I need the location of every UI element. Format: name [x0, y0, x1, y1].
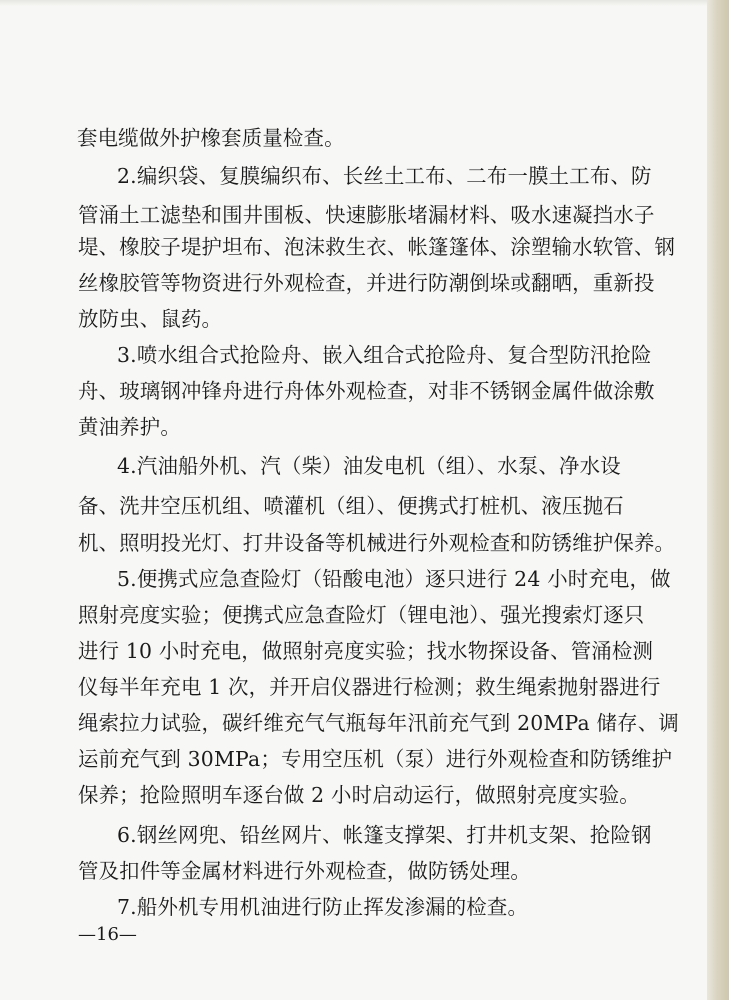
text-line: 放防虫、鼠药。: [78, 307, 223, 331]
text-line: 绳索拉力试验，碳纤维充气气瓶每年汛前充气到 20MPa 储存、调: [78, 711, 679, 735]
text-line: 管及扣件等金属材料进行外观检查，做防锈处理。: [78, 859, 531, 883]
text-line: 丝橡胶管等物资进行外观检查，并进行防潮倒垛或翻晒，重新投: [78, 271, 655, 295]
text-line: 照射亮度实验；便携式应急查险灯（锂电池）、强光搜索灯逐只: [78, 603, 645, 627]
text-line: 舟、玻璃钢冲锋舟进行舟体外观检查，对非不锈钢金属件做涂敷: [78, 379, 655, 403]
text-line: 备、洗井空压机组、喷灌机（组）、便携式打桩机、液压抛石: [78, 494, 624, 518]
text-line: 7.船外机专用机油进行防止挥发渗漏的检查。: [117, 895, 529, 919]
text-line: 仪每半年充电 1 次，并开启仪器进行检测；救生绳索抛射器进行: [78, 675, 661, 699]
text-line: 3.喷水组合式抢险舟、嵌入组合式抢险舟、复合型防汛抢险: [117, 343, 652, 367]
text-line: 堤、橡胶子堤护坦布、泡沫救生衣、帐篷篷体、涂塑输水软管、钢: [78, 235, 676, 259]
text-line: 5.便携式应急查险灯（铅酸电池）逐只进行 24 小时充电，做: [117, 567, 671, 591]
text-line: 机、照明投光灯、打井设备等机械进行外观检查和防锈维护保养。: [78, 531, 676, 555]
text-line: 保养；抢险照明车逐台做 2 小时启动运行，做照射亮度实验。: [78, 783, 640, 807]
text-line: 进行 10 小时充电，做照射亮度实验；找水物探设备、管涌检测: [78, 639, 654, 663]
text-line: 6.钢丝网兜、铅丝网片、帐篷支撑架、打井机支架、抢险钢: [117, 823, 652, 847]
text-line: 套电缆做外护橡套质量检查。: [77, 126, 345, 150]
text-line: 4.汽油船外机、汽（柴）油发电机（组）、水泵、净水设: [117, 454, 621, 478]
text-line: 运前充气到 30MPa；专用空压机（泵）进行外观检查和防锈维护: [78, 747, 673, 771]
text-line: 2.编织袋、复膜编织布、长丝土工布、二布一膜土工布、防: [117, 164, 652, 188]
text-line: 管涌土工滤垫和围井围板、快速膨胀堵漏材料、吸水速凝挡水子: [78, 203, 655, 227]
text-line: 黄油养护。: [78, 415, 181, 439]
page-number: —16—: [78, 924, 137, 945]
